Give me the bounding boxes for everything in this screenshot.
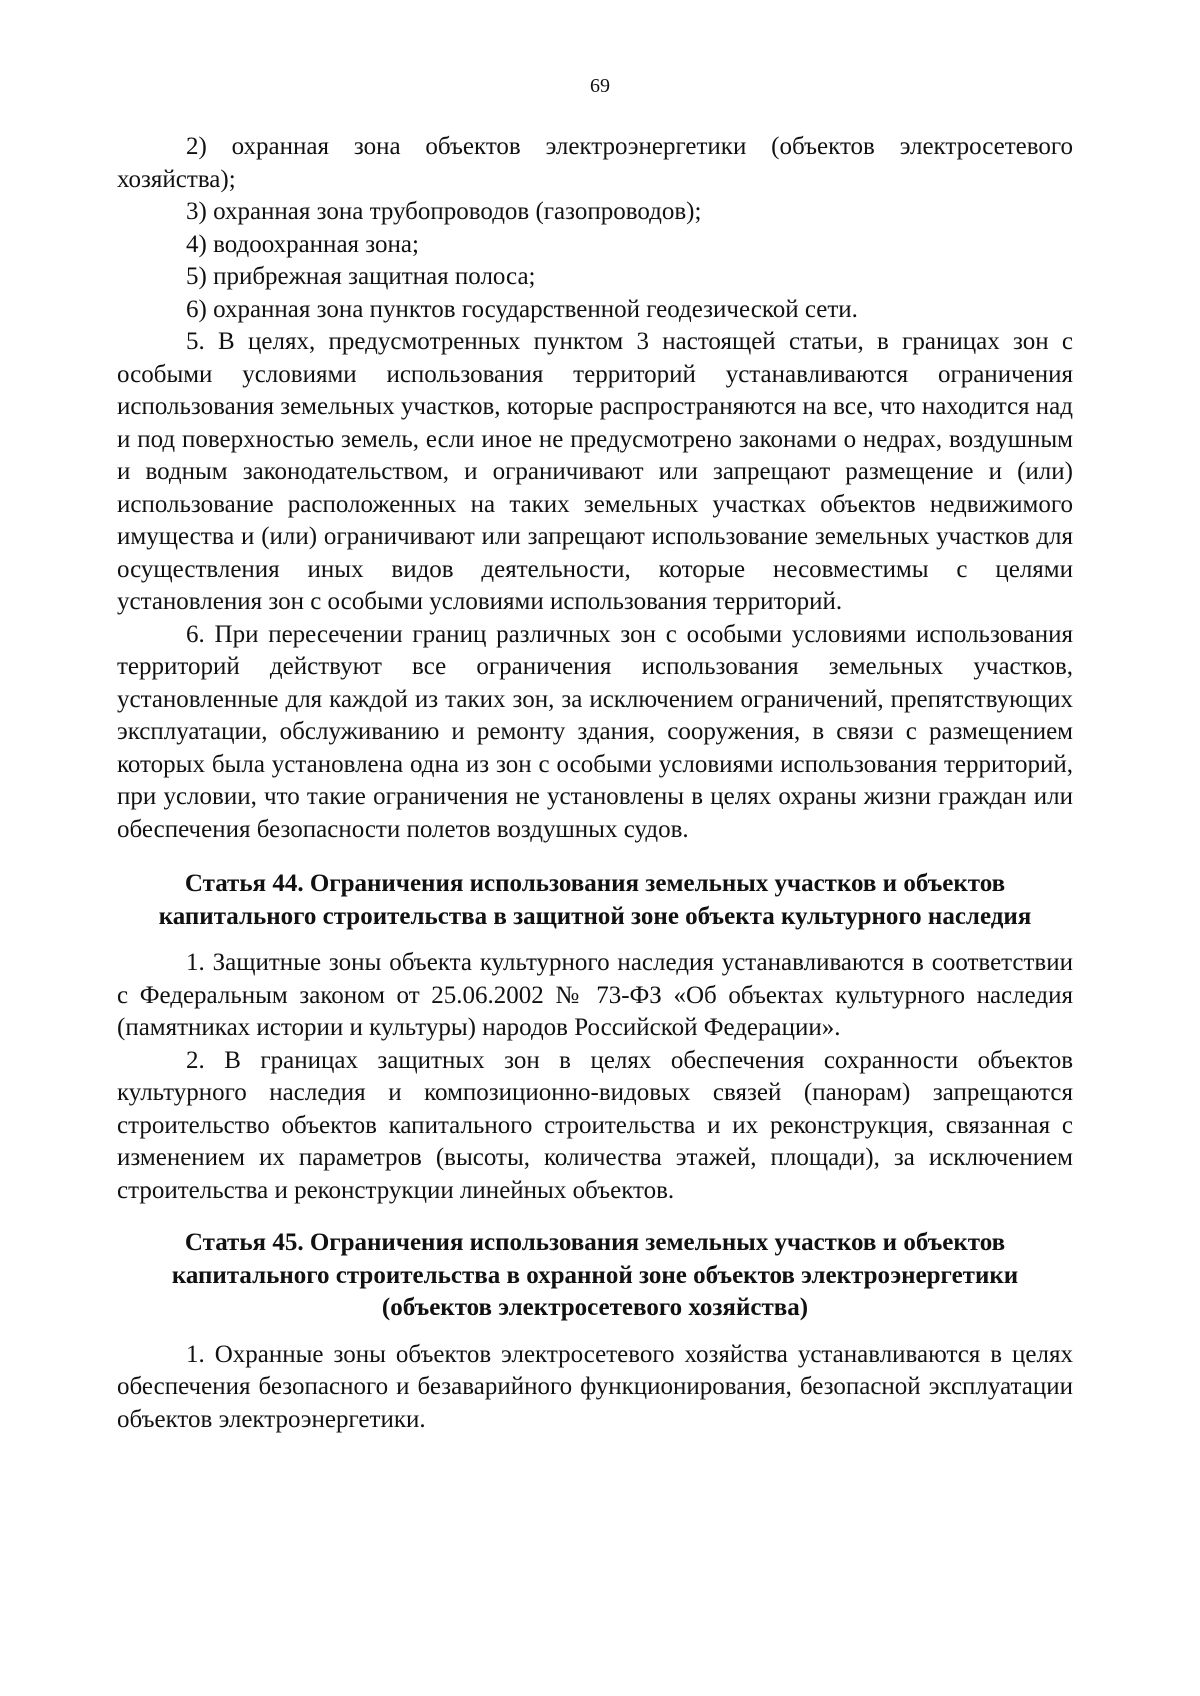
paragraph-5: 5. В целях, предусмотренных пунктом 3 настоящей статьи, в границах зон с особыми условиями использования территорий устанавливаются ограничения использования земельных участков, которые распространяются на все, что находится над и под поверхностью земель, если иное не предусмотрено законами о недрах, воздушным и водным законодательством, и ограничивают или запрещают размещение и (или) использование расположенных на таких земельных участках объектов недвижимого имущества и (или) ограничивают или запрещают использование земельных участков для осуществления иных видов деятельности, которые несовместимы с целями установления зон с особыми условиями использования территорий.: [117, 328, 1073, 615]
paragraph-6: 6. При пересечении границ различных зон с особыми условиями использования территорий действуют все ограничения использования земельных участков, установленные для каждой из таких зон, за исключением ограничений, препятствующих эксплуатации, обслуживанию и ремонту здания, сооружения, в связи с размещением которых была установлена одна из зон с особыми условиями использования территорий, при условии, что такие ограничения не установлены в целях охраны жизни граждан или обеспечения безопасности полетов воздушных судов.: [117, 620, 1073, 843]
article-45-heading-line-3: (объектов электросетевого хозяйства): [381, 1294, 809, 1321]
article-45-paragraph-1: 1. Охранные зоны объектов электросетевого хозяйства устанавливаются в целях обеспечения безопасного и безаварийного функционирования, безопасной эксплуатации объектов электроэнергетики.: [117, 1340, 1073, 1433]
list-item-4: 4) водоохранная зона;: [186, 230, 419, 258]
list-item-6: 6) охранная зона пунктов государственной геодезической сети.: [186, 295, 858, 323]
article-44-paragraph-2: 2. В границах защитных зон в целях обеспечения сохранности объектов культурного наследия и композиционно-видовых связей (панорам) запрещаются строительство объектов капитального строительства и их реконструкция, связанная с изменением их параметров (высоты, количества этажей, площади), за исключением строительства и реконструкции линейных объектов.: [117, 1046, 1073, 1204]
list-item-5: 5) прибрежная защитная полоса;: [186, 263, 536, 290]
article-45-heading-line-2: капитального строительства в охранной зоне объектов электроэнергетики: [171, 1261, 1019, 1289]
article-44-heading: [117, 868, 1073, 933]
list-item-3: 3) охранная зона трубопроводов (газопроводов);: [186, 198, 702, 225]
document-body: [117, 131, 1073, 1436]
article-44-heading-line-1: Статья 44. Ограничения использования земельных участков и объектов: [184, 870, 1006, 897]
article-45-heading-line-1: Статья 45. Ограничения использования земельных участков и объектов: [184, 1229, 1006, 1256]
page-number: 69: [590, 75, 610, 97]
list-item-2: 2) охранная зона объектов электроэнергетики (объектов электросетевого хозяйства);: [117, 133, 1073, 193]
article-45-heading: [117, 1227, 1073, 1325]
article-44-paragraph-1: 1. Защитные зоны объекта культурного наследия устанавливаются в соответствии с Федеральным законом от 25.06.2002 № 73-ФЗ «Об объектах культурного наследия (памятниках истории и культуры) народов Российской Федерации».: [117, 949, 1073, 1041]
article-44-heading-line-2: капитального строительства в защитной зоне объекта культурного наследия: [158, 902, 1032, 930]
